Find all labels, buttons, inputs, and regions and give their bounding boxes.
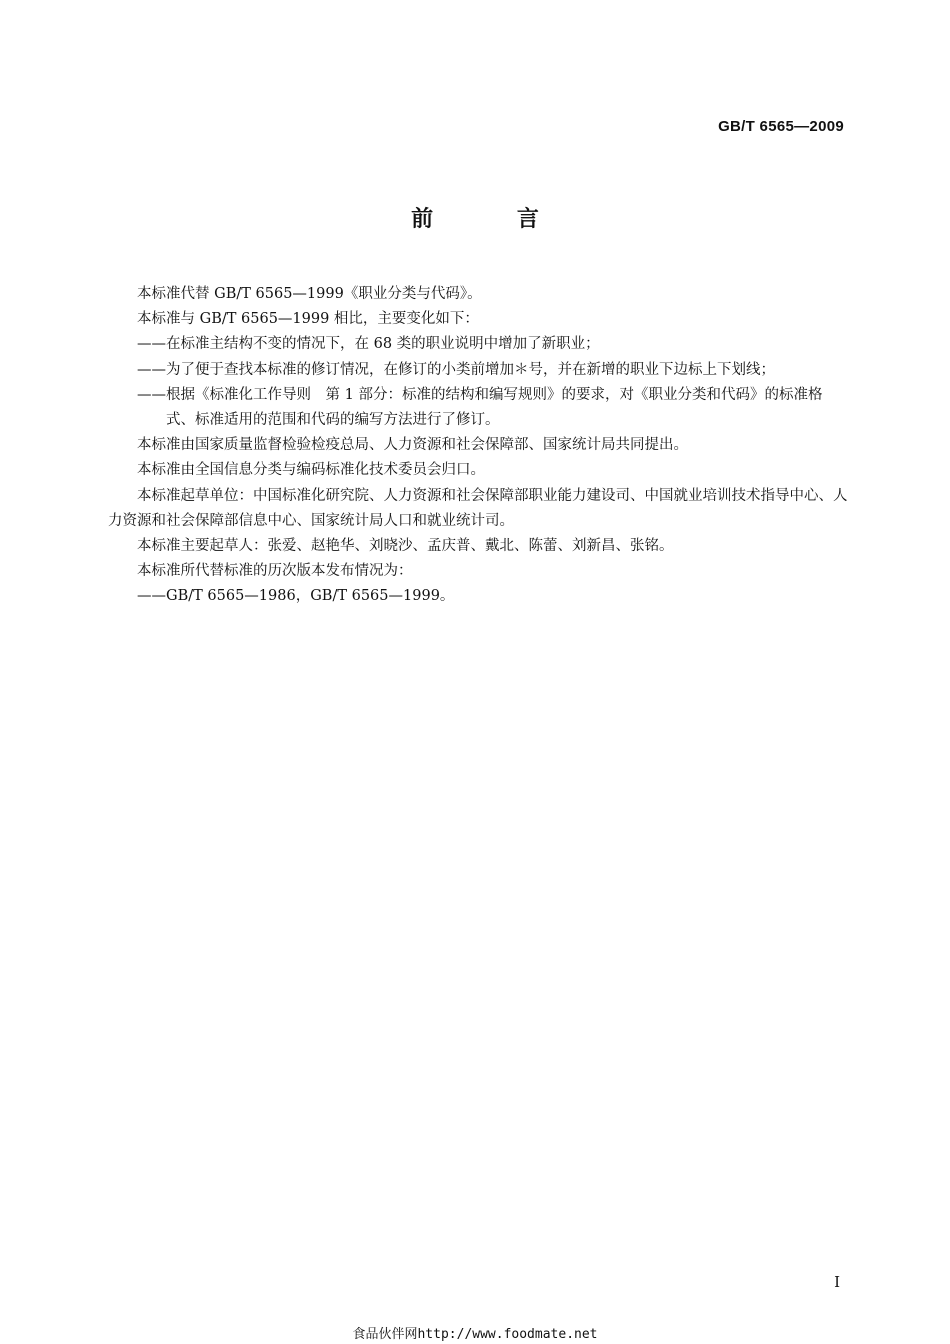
preface-body — [108, 282, 848, 610]
paragraph-previous-editions: 本标准所代替标准的历次版本发布情况为： — [137, 563, 413, 580]
paragraph-drafters: 本标准主要起草人：张爱、赵艳华、刘晓沙、孟庆普、戴北、陈蕾、刘新昌、张铭。 — [137, 538, 674, 555]
standard-number: GB/T 6565—2009 — [718, 118, 844, 135]
paragraph-changes-intro: 本标准与 GB/T 6565—1999 相比，主要变化如下： — [137, 311, 479, 328]
list-item-format-revision: ——根据《标准化工作导则 第 1 部分：标准的结构和编写规则》的要求，对《职业分类和代码》的标准格式、标准适用的范围和代码的编写方法进行了修订。 — [137, 386, 823, 429]
paragraph-replaces: 本标准代替 GB/T 6565—1999《职业分类与代码》。 — [137, 286, 482, 302]
list-item-edition-history: ——GB/T 6565—1986，GB/T 6565—1999。 — [137, 588, 455, 605]
page-title: 前 言 — [411, 207, 577, 232]
list-item-revision-marks: ——为了便于查找本标准的修订情况，在修订的小类前增加＊号，并在新增的职业下边标上下划线； — [137, 361, 775, 378]
page-number: I — [834, 1273, 840, 1291]
paragraph-administered-by: 本标准由全国信息分类与编码标准化技术委员会归口。 — [137, 462, 485, 479]
paragraph-proposed-by: 本标准由国家质量监督检验检疫总局、人力资源和社会保障部、国家统计局共同提出。 — [137, 437, 688, 454]
paragraph-drafting-units: 本标准起草单位：中国标准化研究院、人力资源和社会保障部职业能力建设司、中国就业培训技术指导中心、人力资源和社会保障部信息中心、国家统计局人口和就业统计司。 — [108, 487, 848, 529]
footer-watermark: 食品伙伴网http://www.foodmate.net — [352, 1327, 598, 1342]
list-item-new-occupations: ——在标准主结构不变的情况下，在 68 类的职业说明中增加了新职业； — [137, 336, 600, 353]
